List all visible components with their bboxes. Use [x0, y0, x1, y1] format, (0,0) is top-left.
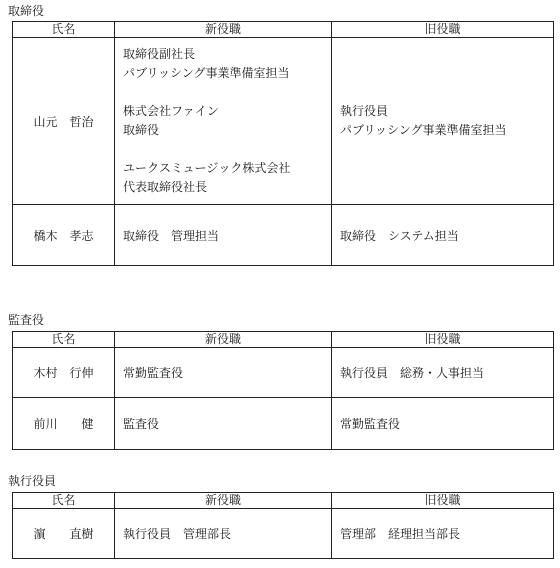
- new-role-cell: [115, 398, 332, 450]
- old-role-cell: [332, 398, 554, 450]
- table-row: [13, 38, 554, 205]
- new-role-line: 執行役員 管理部長: [123, 527, 232, 541]
- old-role-cell: [332, 38, 554, 205]
- old-role-line: 執行役員 総務・人事担当: [340, 366, 485, 380]
- person-name: 橋木 孝志: [13, 205, 115, 266]
- new-role-line: 取締役副社長: [123, 47, 196, 61]
- table-row: [13, 509, 554, 559]
- directors-table: [12, 21, 554, 266]
- new-role-line: 取締役 管理担当: [123, 228, 220, 243]
- new-role-line: 代表取締役社長: [123, 180, 208, 194]
- table-row: [13, 398, 554, 450]
- table-header-row: [13, 332, 554, 348]
- executive-officers-table: [12, 492, 554, 559]
- new-role-cell: [115, 38, 332, 205]
- table-row: [13, 205, 554, 266]
- old-role-line: パブリッシング事業準備室担当: [340, 123, 507, 137]
- new-role-line: 株式会社ファイン: [123, 104, 219, 118]
- section-title-directors: 取締役: [8, 4, 45, 18]
- line-spacer: [123, 83, 331, 102]
- person-name: 山元 哲治: [13, 38, 115, 205]
- new-role-line: パブリッシング事業準備室担当: [123, 66, 290, 80]
- column-header-name: 氏名: [13, 493, 115, 509]
- column-header-name: 氏名: [13, 332, 115, 348]
- old-role-line: 取締役 システム担当: [340, 228, 459, 243]
- table-row: [13, 348, 554, 398]
- new-role-line: 常勤監査役: [123, 366, 184, 380]
- new-role-cell: [115, 509, 332, 559]
- column-header-name: 氏名: [13, 22, 115, 38]
- person-name: 木村 行伸: [13, 348, 115, 398]
- old-role-line: 常勤監査役: [340, 417, 401, 431]
- line-spacer: [123, 140, 331, 159]
- column-header-old-role: 旧役職: [332, 332, 554, 348]
- old-role-cell: [332, 509, 554, 559]
- column-header-new-role: 新役職: [115, 332, 332, 348]
- new-role-line: ユークスミュージック株式会社: [123, 161, 291, 175]
- new-role-cell: [115, 348, 332, 398]
- table-header-row: [13, 493, 554, 509]
- new-role-cell: [115, 205, 332, 266]
- person-name: 前川 健: [13, 398, 115, 450]
- section-title-executive-officers: 執行役員: [8, 474, 57, 488]
- old-role-cell: [332, 205, 554, 266]
- new-role-line: 監査役: [123, 417, 160, 431]
- new-role-line: 取締役: [123, 123, 160, 137]
- section-title-auditors: 監査役: [8, 313, 45, 327]
- old-role-cell: [332, 348, 554, 398]
- column-header-new-role: 新役職: [115, 22, 332, 38]
- auditors-table: [12, 331, 554, 450]
- old-role-line: 執行役員: [340, 104, 389, 118]
- table-header-row: [13, 22, 554, 38]
- old-role-line: 管理部 経理担当部長: [340, 527, 461, 541]
- column-header-old-role: 旧役職: [332, 22, 554, 38]
- person-name: 濵 直樹: [13, 509, 115, 559]
- column-header-old-role: 旧役職: [332, 493, 554, 509]
- column-header-new-role: 新役職: [115, 493, 332, 509]
